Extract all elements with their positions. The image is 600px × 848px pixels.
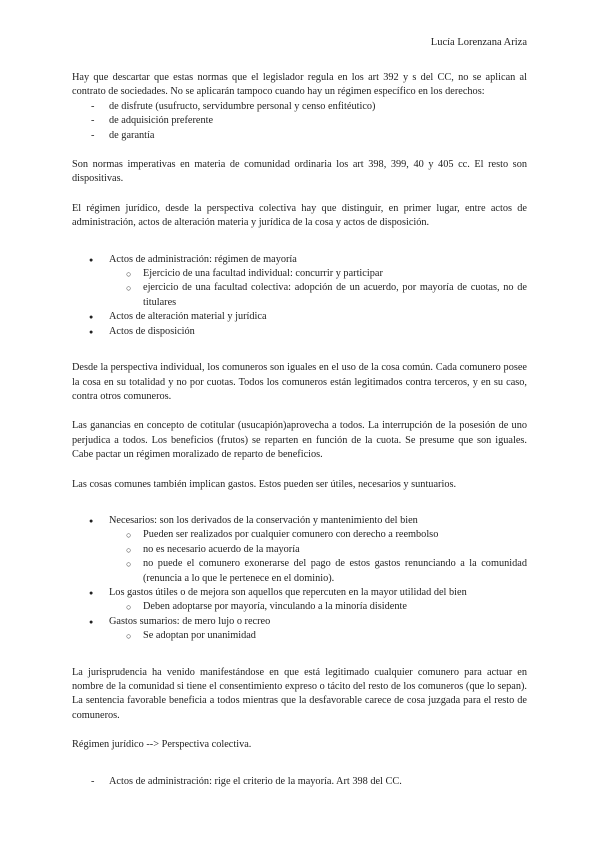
list-item: - de garantía bbox=[72, 129, 527, 143]
imperativas-paragraph: Son normas imperativas en materia de comunidad ordinaria los art 398, 399, 40 y 405 cc. El resto son dispositivas. bbox=[72, 159, 527, 185]
regimen-colectivo-list bbox=[72, 775, 527, 789]
gastos-paragraph: Las cosas comunes también implican gastos. Estos pueden ser útiles, necesarios y suntuarios. bbox=[72, 478, 457, 490]
list-item-label: Necesarios: son los derivados de la conservación y mantenimiento del bien bbox=[109, 514, 418, 526]
list-item bbox=[72, 514, 527, 586]
regimen-paragraph: El régimen jurídico, desde la perspectiva colectiva hay que distinguir, en primer lugar, entre actos de administración, actos de alteración materia y jurídica de la cosa y actos de disposición. bbox=[72, 202, 527, 229]
sub-list bbox=[72, 267, 527, 310]
gastos-bullet-list bbox=[72, 514, 527, 644]
list-item: - de disfrute (usufructo, servidumbre personal y censo enfitéutico) bbox=[72, 100, 527, 114]
list-item: ● Actos de disposición bbox=[72, 325, 527, 339]
sub-list bbox=[72, 528, 527, 586]
sub-list-item: ○ ejercicio de una facultad colectiva: adopción de un acuerdo, por mayoría de cuotas, no de titulares bbox=[106, 281, 527, 310]
sub-list-item: ○ Pueden ser realizados por cualquier comunero con derecho a reembolso bbox=[106, 528, 527, 542]
ganancias-paragraph: Las ganancias en concepto de cotitular (usucapión)aprovecha a todos. La interrupción de la posesión de uno perjudica a todos. Los beneficios (frutos) se reparten en función de la cuota. Se presume que son iguales. Cabe pactar un régimen moralizado de reparto de beneficios. bbox=[72, 420, 527, 461]
list-item: ● Actos de alteración material y jurídica bbox=[72, 310, 527, 324]
list-item-label: Los gastos útiles o de mejora son aquellos que repercuten en la mayor utilidad del bien bbox=[109, 586, 467, 598]
regimen-bullet-list bbox=[72, 253, 527, 339]
list-item: - de adquisición preferente bbox=[72, 114, 527, 128]
list-item-label: Actos de administración: régimen de mayoría bbox=[109, 253, 297, 265]
list-item bbox=[72, 586, 527, 615]
intro-paragraph: Hay que descartar que estas normas que el legislador regula en los art 392 y s del CC, no se aplican al contrato de sociedades. No se aplicarán tampoco cuando hay un régimen específico en los derechos: bbox=[72, 72, 527, 98]
list-item bbox=[72, 253, 527, 311]
jurisprudencia-paragraph: La jurisprudencia ha venido manifestándose en que está legitimado cualquier comunero para actuar en nombre de la comunidad si tiene el consentimiento expreso o tácito del resto de los comuneros (que lo sepan). La sentencia favorable beneficia a todos mientras que la desfavorable carece de cosa juzgada para el resto de comuneros. bbox=[72, 666, 527, 721]
sub-list-item: ○ Deben adoptarse por mayoría, vinculando a la minoría disidente bbox=[106, 600, 527, 614]
list-item bbox=[72, 615, 527, 644]
intro-dash-list bbox=[72, 100, 527, 143]
individual-paragraph: Desde la perspectiva individual, los comuneros son iguales en el uso de la cosa común. Cada comunero posee la cosa en su totalidad y no por cuotas. Todos los comuneros están legitimados contra terceros, y en su caso, contra otros comuneros. bbox=[72, 362, 527, 402]
sub-list bbox=[72, 629, 527, 643]
author-name: Lucía Lorenzana Ariza bbox=[430, 37, 527, 48]
list-item: - Actos de administración: rige el criterio de la mayoría. Art 398 del CC. bbox=[72, 775, 527, 789]
list-item-label: Gastos sumarios: de mero lujo o recreo bbox=[109, 615, 271, 627]
sub-list bbox=[72, 600, 527, 614]
sub-list-item: ○ no puede el comunero exonerarse del pago de estos gastos renunciando a la comunidad (renuncia a lo que le pertenece en el dominio). bbox=[106, 557, 527, 586]
sub-list-item: ○ Se adoptan por unanimidad bbox=[106, 629, 527, 643]
document-body bbox=[72, 71, 527, 789]
regimen-colectivo-heading: Régimen jurídico --> Perspectiva colectiva. bbox=[72, 739, 252, 751]
sub-list-item: ○ no es necesario acuerdo de la mayoría bbox=[106, 543, 527, 557]
sub-list-item: ○ Ejercicio de una facultad individual: concurrir y participar bbox=[106, 267, 527, 281]
